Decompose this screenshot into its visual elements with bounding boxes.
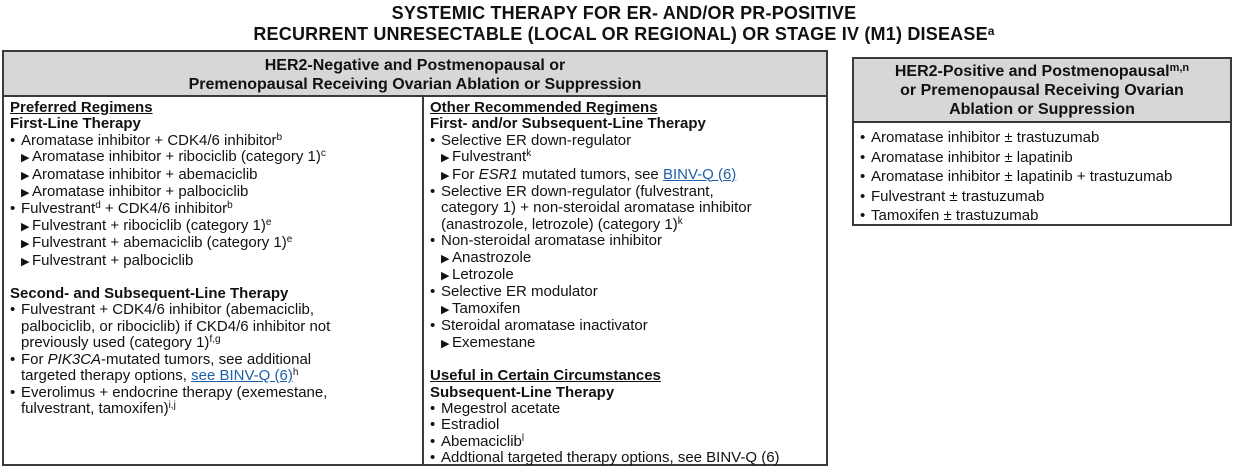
bullet-icon: • (430, 232, 436, 250)
list-item: • Selective ER modulator (430, 283, 598, 301)
list-item: • Megestrol acetate (430, 399, 561, 417)
bullet-icon: • (430, 317, 436, 335)
bullet-icon: • (430, 399, 436, 417)
list-item: ▶ Exemestane (441, 333, 536, 351)
bullet-icon: • (10, 301, 16, 319)
bullet-icon: • (430, 432, 436, 450)
her2-negative-header: HER2-Negative and Postmenopausal or Premenopausal Receiving Ovarian Ablation or Suppression (4, 52, 826, 97)
list-item: ▶ Fulvestrant + palbociclib (21, 251, 194, 269)
bullet-icon: • (430, 131, 436, 149)
triangle-right-icon: ▶ (21, 187, 30, 200)
list-item: • Aromatase inhibitor ± lapatinib + trastuzumab (860, 168, 1173, 186)
bullet-icon: • (10, 200, 16, 218)
list-item: • Addtional targeted therapy options, see BINV-Q (6) (430, 449, 780, 467)
bullet-icon: • (430, 283, 436, 301)
bullet-icon: • (430, 416, 436, 434)
list-item: ▶ Tamoxifen (441, 299, 521, 317)
bullet-icon: • (860, 187, 866, 205)
other-regimens-column: Other Recommended Regimens First- and/or Subsequent-Line Therapy • Selective ER down-regulator ▶ Fulvestrant$^k$ ▶ For ESR1 mutated tumors, see BINV-Q (6) • Selective ER down-regulator (fulvestrant, category 1) + non-steroidal aromatase inhibitor (anastrozole, letrozole) (category 1)$^k$ • Non-steroidal aromatase inhibitor ▶ Anastrozole ▶ Letrozole • Selective ER modulator ▶ Tamoxifen • Steroidal aromatase inactivator ▶ Exemestane Useful in Certain Circumstances Subsequent-Line Therapy • Megestrol acetate • Estradiol • Abemaciclib$^l$ • Addtional targeted therapy options, see BINV-Q (6) (430, 100, 826, 467)
her2-positive-table (852, 57, 1232, 226)
triangle-right-icon: ▶ (441, 252, 450, 265)
bullet-icon: • (860, 168, 866, 186)
preferred-regimens-heading: Preferred Regimens (10, 99, 153, 116)
list-item: • Everolimus + endocrine therapy (exemestane, (10, 383, 328, 401)
her2-negative-table (2, 50, 828, 466)
title-line-1: SYSTEMIC THERAPY FOR ER- AND/OR PR-POSITIVE (391, 3, 857, 23)
list-item: ▶ Aromatase inhibitor + palbociclib (21, 183, 249, 201)
list-item: • Aromatase inhibitor ± trastuzumab (860, 129, 1100, 146)
list-item: ▶ Fulvestrant + ribociclib (category 1)$^e$ (21, 216, 272, 234)
bullet-icon: • (430, 183, 436, 201)
list-item: • Selective ER down-regulator (430, 131, 632, 149)
list-item: ▶ Aromatase inhibitor + abemaciclib (21, 165, 258, 183)
list-item: • For PIK3CA-mutated tumors, see additional (10, 350, 312, 368)
triangle-right-icon: ▶ (441, 337, 450, 350)
bullet-icon: • (10, 350, 16, 368)
list-item: • Aromatase inhibitor ± lapatinib (860, 148, 1073, 166)
list-item: ▶ Aromatase inhibitor + ribociclib (category 1)$^c$ (21, 148, 326, 166)
triangle-right-icon: ▶ (441, 152, 450, 165)
triangle-right-icon: ▶ (441, 169, 450, 182)
bullet-icon: • (860, 129, 866, 146)
triangle-right-icon: ▶ (441, 303, 450, 316)
triangle-right-icon: ▶ (21, 255, 30, 268)
list-item: ▶ Fulvestrant$^k$ (441, 148, 532, 166)
list-item: ▶ Fulvestrant + abemaciclib (category 1)$^e$ (21, 234, 293, 252)
bullet-icon: • (860, 148, 866, 166)
her2-positive-header: HER2-Positive and Postmenopausal$^{m,n}$ or Premenopausal Receiving Ovarian Ablation or Suppression (854, 59, 1230, 123)
other-regimens-heading: Other Recommended Regimens (430, 99, 658, 116)
binv-q-link[interactable]: BINV-Q (6) (662, 165, 737, 183)
useful-circumstances-heading: Useful in Certain Circumstances (430, 367, 661, 385)
list-item: ▶ Letrozole (441, 266, 514, 284)
list-item: • Tamoxifen ± trastuzumab (860, 207, 1039, 225)
list-item: ▶ Anastrozole (441, 248, 532, 266)
triangle-right-icon: ▶ (21, 238, 30, 251)
preferred-regimens-column: Preferred Regimens First-Line Therapy • Aromatase inhibitor + CDK4/6 inhibitor$^b$ ▶ Aromatase inhibitor + ribociclib (category 1)$^c$ ▶ Aromatase inhibitor + abemaciclib ▶ Aromatase inhibitor + palbociclib • Fulvestrant$^d$ + CDK4/6 inhibitor$^b$ ▶ Fulvestrant + ribociclib (category 1)$^e$ ▶ Fulvestrant + abemaciclib (category 1)$^e$ ▶ Fulvestrant + palbociclib Second- and Subsequent-Line Therapy • Fulvestrant + CDK4/6 inhibitor (abemaciclib, palbociclib, or ribociclib) if CKD4/6 inhibitor not previously used (category 1)$^{f,g}$ • For PIK3CA-mutated tumors, see additional targeted therapy options, see BINV-Q $(6)^h$ • Everolimus + endocrine therapy (exemestane, fulvestrant, tamoxifen)$^{i,j}$ (10, 100, 420, 417)
second-line-therapy-title: Second- and Subsequent-Line Therapy (10, 285, 289, 303)
bullet-icon: • (430, 449, 436, 467)
list-item: • Selective ER down-regulator (fulvestrant, (430, 183, 714, 201)
subsequent-line-title: Subsequent-Line Therapy (430, 383, 615, 401)
page-title (0, 3, 1248, 45)
column-divider (422, 95, 424, 464)
bullet-icon: • (10, 383, 16, 401)
binv-q-link[interactable]: see BINV-Q (6) (191, 367, 293, 385)
list-item: • Steroidal aromatase inactivator (430, 317, 648, 335)
triangle-right-icon: ▶ (21, 220, 30, 233)
list-item: • Abemaciclib$^l$ (430, 432, 525, 450)
list-item: • Non-steroidal aromatase inhibitor (430, 232, 662, 250)
list-item: • Estradiol (430, 416, 500, 434)
list-item: • Fulvestrant$^d$ + CDK4/6 inhibitor$^b$ (10, 200, 233, 218)
list-item: • Aromatase inhibitor + CDK4/6 inhibitor$^b$ (10, 131, 283, 149)
triangle-right-icon: ▶ (441, 270, 450, 283)
title-line-2: RECURRENT UNRESECTABLE (LOCAL OR REGIONAL) OR STAGE IV (M1) DISEASE$^a$ (253, 24, 995, 44)
list-item: • Fulvestrant + CDK4/6 inhibitor (abemaciclib, (10, 301, 315, 319)
list-item: • Fulvestrant ± trastuzumab (860, 187, 1045, 205)
her2-positive-list (860, 128, 1228, 226)
first-subsequent-line-title: First- and/or Subsequent-Line Therapy (430, 115, 706, 133)
bullet-icon: • (10, 131, 16, 149)
first-line-therapy-title: First-Line Therapy (10, 115, 141, 133)
list-item: ▶ For ESR1 mutated tumors, see BINV-Q (6) (441, 165, 737, 183)
triangle-right-icon: ▶ (21, 169, 30, 182)
triangle-right-icon: ▶ (21, 152, 30, 165)
bullet-icon: • (860, 207, 866, 225)
